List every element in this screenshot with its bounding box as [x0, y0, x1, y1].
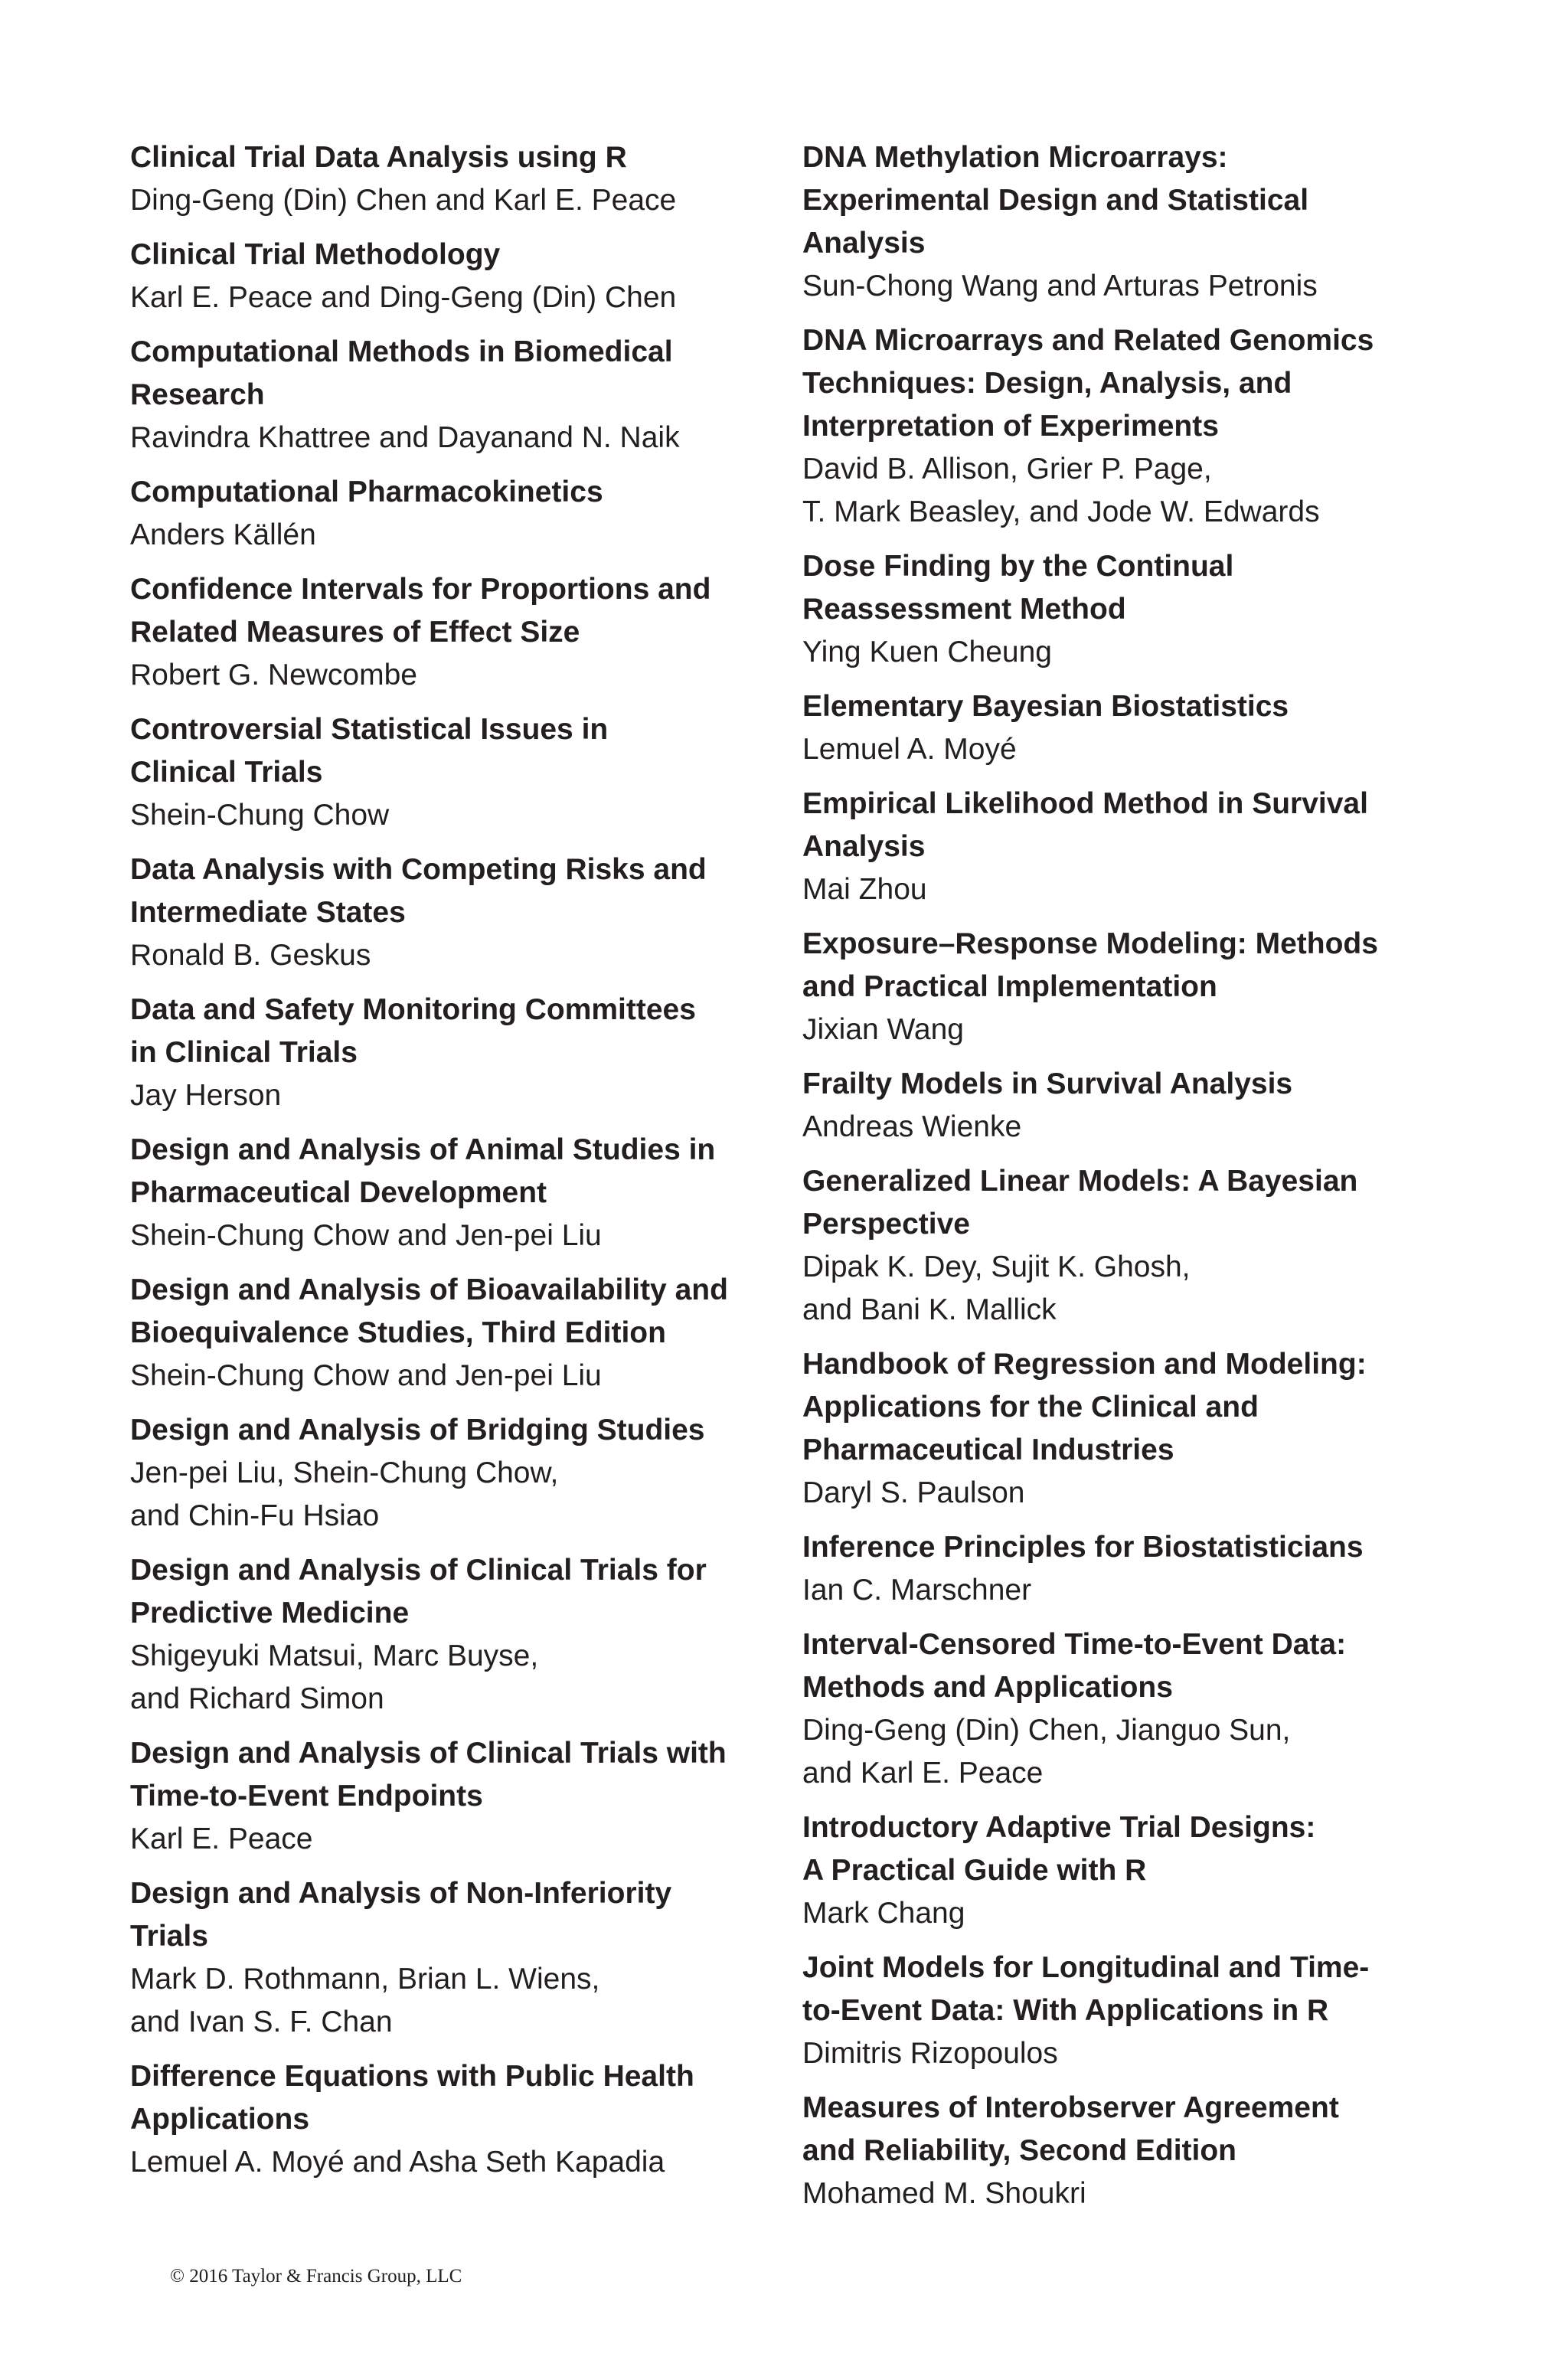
book-title: Confidence Intervals for Proportions and Related Measures of Effect Size — [130, 573, 711, 649]
book-authors: Anders Källén — [130, 518, 316, 551]
book-entry — [802, 1806, 1461, 1935]
book-entry — [802, 923, 1461, 1051]
book-title: Interval-Censored Time-to-Event Data: Methods and Applications — [802, 1628, 1347, 1704]
book-authors: Shein-Chung Chow and Jen-pei Liu — [130, 1359, 602, 1392]
book-entry — [130, 1409, 789, 1538]
book-authors: Mark Chang — [802, 1897, 965, 1930]
book-entry — [802, 136, 1461, 308]
book-title: Generalized Linear Models: A Bayesian Perspective — [802, 1165, 1358, 1241]
book-title: Handbook of Regression and Modeling: Applications for the Clinical and Pharmaceutical Industries — [802, 1348, 1367, 1466]
book-entry — [802, 1063, 1461, 1149]
book-title: Difference Equations with Public Health Applications — [130, 2060, 694, 2136]
book-title: Computational Methods in Biomedical Research — [130, 335, 673, 411]
book-entry — [130, 568, 789, 697]
book-entry — [130, 848, 789, 977]
book-entry — [130, 1129, 789, 1257]
book-title: DNA Methylation Microarrays: Experimental Design and Statistical Analysis — [802, 141, 1309, 260]
book-authors: Jen-pei Liu, Shein-Chung Chow, and Chin-Fu Hsiao — [130, 1456, 559, 1532]
book-entry — [130, 331, 789, 459]
book-authors: Mai Zhou — [802, 873, 927, 906]
book-entry — [802, 2087, 1461, 2215]
book-title: Design and Analysis of Bridging Studies — [130, 1414, 705, 1447]
book-authors: Jay Herson — [130, 1079, 282, 1112]
book-authors: Karl E. Peace — [130, 1822, 313, 1855]
book-authors: Shigeyuki Matsui, Marc Buyse, and Richard Simon — [130, 1639, 539, 1715]
book-title: Controversial Statistical Issues in Clinical Trials — [130, 713, 609, 789]
book-entry — [802, 1526, 1461, 1612]
book-entry — [130, 1549, 789, 1721]
book-title: Empirical Likelihood Method in Survival Analysis — [802, 787, 1368, 863]
book-authors: Sun-Chong Wang and Arturas Petronis — [802, 270, 1318, 302]
book-entry — [130, 708, 789, 837]
book-authors: Andreas Wienke — [802, 1110, 1022, 1143]
book-title: Data and Safety Monitoring Committees in Clinical Trials — [130, 993, 696, 1069]
book-title: Exposure–Response Modeling: Methods and Practical Implementation — [802, 927, 1378, 1003]
book-entry — [130, 989, 789, 1117]
book-authors: Mark D. Rothmann, Brian L. Wiens, and Ivan S. F. Chan — [130, 1963, 600, 2038]
book-entry — [130, 1872, 789, 2044]
book-authors: Ronald B. Geskus — [130, 939, 371, 972]
book-title: Clinical Trial Methodology — [130, 238, 501, 271]
book-entry — [130, 471, 789, 557]
book-title: Computational Pharmacokinetics — [130, 476, 603, 508]
book-authors: Ravindra Khattree and Dayanand N. Naik — [130, 421, 680, 454]
book-title: DNA Microarrays and Related Genomics Techniques: Design, Analysis, and Interpretation of Experiments — [802, 324, 1374, 443]
book-entry — [130, 2055, 789, 2184]
book-entry — [802, 545, 1461, 674]
book-authors: Ying Kuen Cheung — [802, 636, 1052, 669]
book-entry — [130, 1732, 789, 1861]
book-title: Elementary Bayesian Biostatistics — [802, 690, 1289, 723]
book-authors: Lemuel A. Moyé — [802, 733, 1017, 766]
book-authors: Ian C. Marschner — [802, 1574, 1032, 1607]
book-title: Design and Analysis of Animal Studies in Pharmaceutical Development — [130, 1133, 716, 1209]
book-entry — [802, 1947, 1461, 2075]
book-title: Design and Analysis of Bioavailability and Bioequivalence Studies, Third Edition — [130, 1273, 728, 1349]
book-authors: Daryl S. Paulson — [802, 1476, 1025, 1509]
book-authors: Lemuel A. Moyé and Asha Seth Kapadia — [130, 2146, 665, 2179]
copyright-notice: © 2016 Taylor & Francis Group, LLC — [170, 2266, 462, 2287]
book-authors: Dimitris Rizopoulos — [802, 2037, 1058, 2070]
book-authors: Dipak K. Dey, Sujit K. Ghosh, and Bani K. Mallick — [802, 1250, 1191, 1326]
book-authors: David B. Allison, Grier P. Page, T. Mark Beasley, and Jode W. Edwards — [802, 453, 1320, 528]
book-entry — [802, 783, 1461, 911]
book-title: Measures of Interobserver Agreement and Reliability, Second Edition — [802, 2091, 1339, 2167]
book-entry — [802, 1160, 1461, 1332]
book-title: Inference Principles for Biostatisticians — [802, 1531, 1364, 1564]
book-title: Clinical Trial Data Analysis using R — [130, 141, 627, 174]
book-title: Dose Finding by the Continual Reassessment Method — [802, 550, 1234, 626]
book-list-left-column — [130, 136, 789, 2195]
book-title: Design and Analysis of Clinical Trials with Time-to-Event Endpoints — [130, 1737, 727, 1813]
book-authors: Jixian Wang — [802, 1013, 964, 1046]
book-title: Data Analysis with Competing Risks and Intermediate States — [130, 853, 707, 929]
book-title: Design and Analysis of Clinical Trials for Predictive Medicine — [130, 1554, 707, 1630]
book-title: Introductory Adaptive Trial Designs: A Practical Guide with R — [802, 1811, 1316, 1887]
book-authors: Shein-Chung Chow and Jen-pei Liu — [130, 1219, 602, 1252]
book-title: Design and Analysis of Non-Inferiority Trials — [130, 1877, 672, 1953]
book-authors: Shein-Chung Chow — [130, 799, 390, 832]
book-authors: Mohamed M. Shoukri — [802, 2177, 1086, 2210]
book-entry — [130, 234, 789, 319]
book-entry — [802, 1623, 1461, 1795]
book-entry — [130, 1269, 789, 1397]
book-title: Joint Models for Longitudinal and Time- to-Event Data: With Applications in R — [802, 1951, 1370, 2027]
book-authors: Ding-Geng (Din) Chen and Karl E. Peace — [130, 184, 677, 217]
book-authors: Ding-Geng (Din) Chen, Jianguo Sun, and Karl E. Peace — [802, 1714, 1291, 1790]
book-entry — [802, 685, 1461, 771]
book-entry — [802, 319, 1461, 534]
book-authors: Karl E. Peace and Ding-Geng (Din) Chen — [130, 281, 677, 314]
book-list-right-column — [802, 136, 1461, 2227]
book-authors: Robert G. Newcombe — [130, 659, 417, 691]
book-title: Frailty Models in Survival Analysis — [802, 1067, 1293, 1100]
book-entry — [130, 136, 789, 222]
book-entry — [802, 1343, 1461, 1515]
